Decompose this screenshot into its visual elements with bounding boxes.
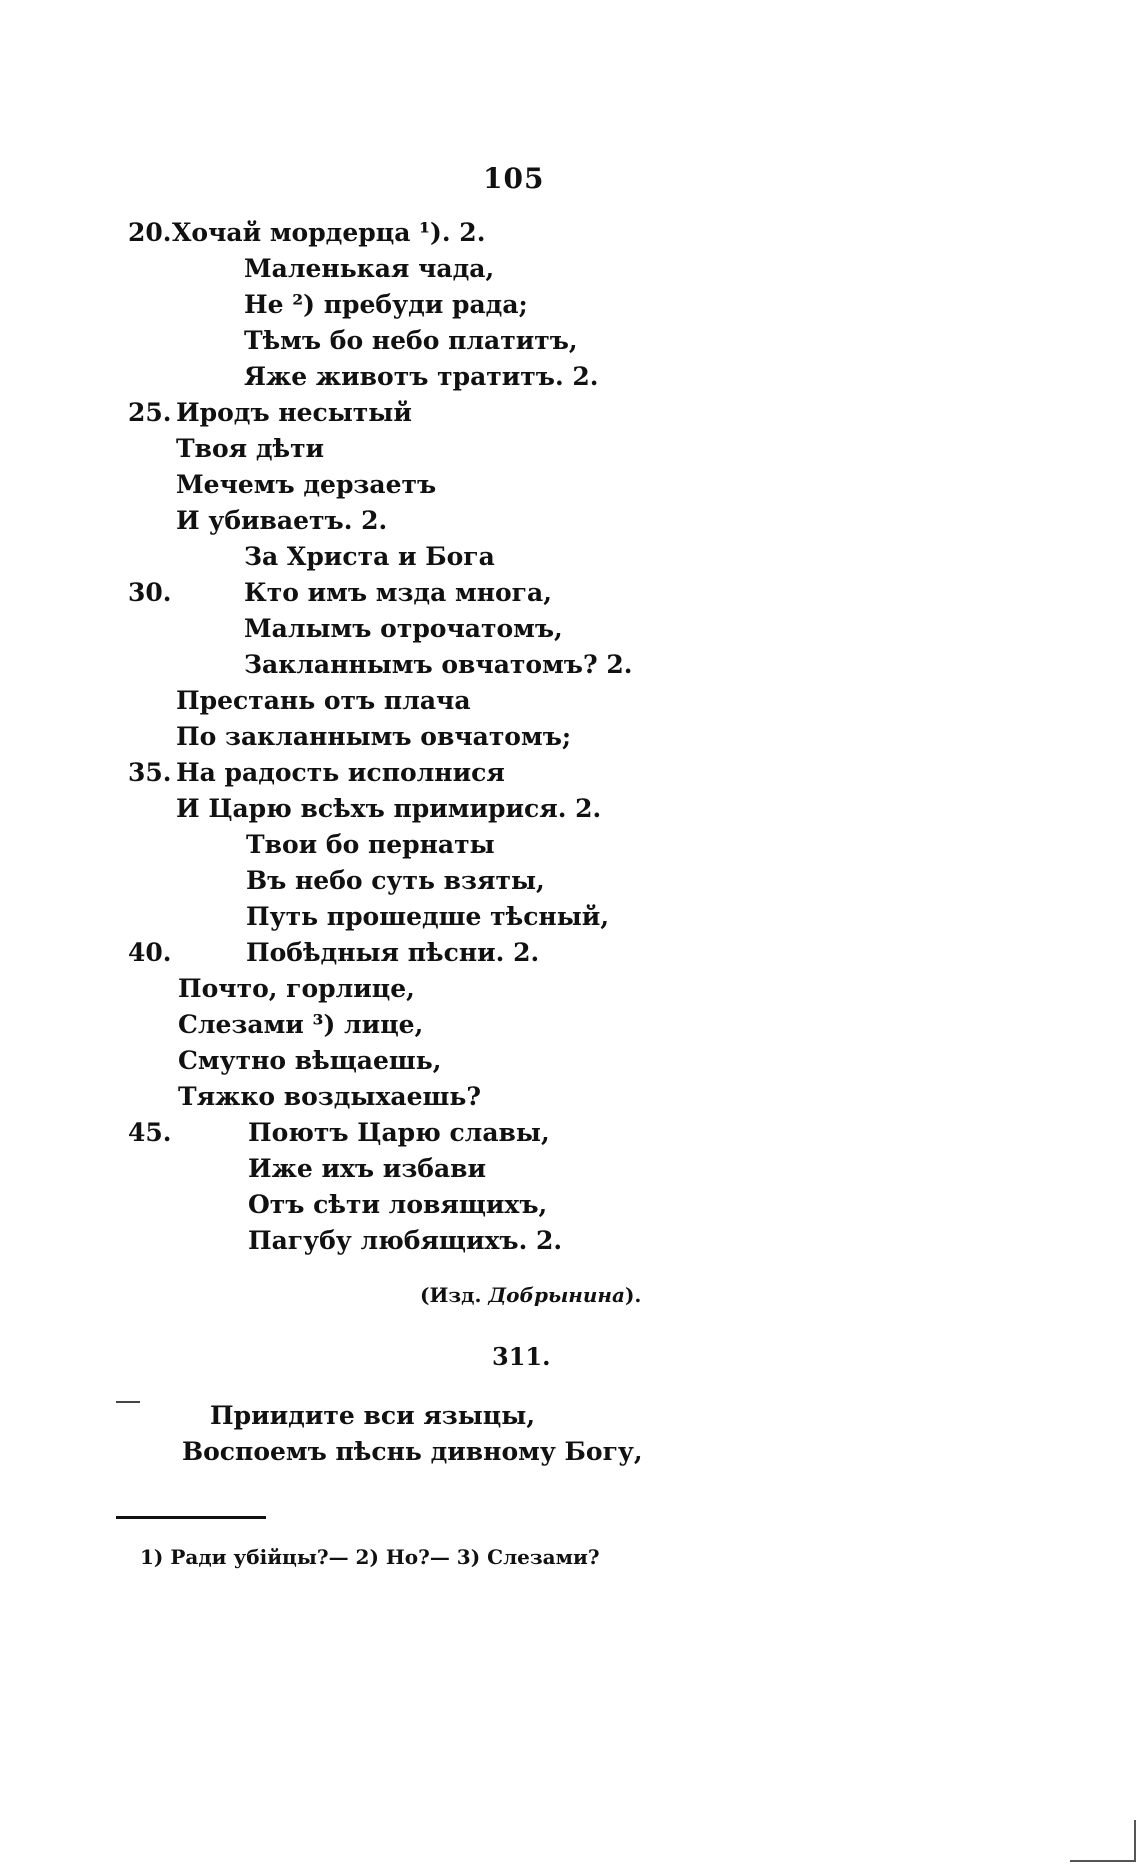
verse-line: Тѣмъ бо небо платитъ, <box>244 326 578 355</box>
verse-line: И убиваетъ. 2. <box>176 506 388 535</box>
song-number: 311. <box>492 1342 551 1371</box>
line-number: 30. <box>128 578 172 607</box>
line-number: 45. <box>128 1118 172 1147</box>
verse-line: По закланнымъ овчатомъ; <box>176 722 572 751</box>
next-song-line-2: Воспоемъ пѣснь дивному Богу, <box>182 1437 643 1466</box>
line-number: 35. <box>128 758 172 787</box>
source-note <box>420 1283 641 1307</box>
verse-line: Тяжко воздыхаешь? <box>178 1082 481 1111</box>
verse-line: Мечемъ дерзаетъ <box>176 470 437 499</box>
source-suffix: ). <box>624 1283 642 1307</box>
verse-line: Путь прошедше тѣсный, <box>246 902 610 931</box>
verse-line: Не ²) пребуди рада; <box>244 290 528 319</box>
line-number: 25. <box>128 398 172 427</box>
corner-mark-vertical <box>1134 1820 1136 1862</box>
verse-line: На радость исполнися <box>176 758 505 787</box>
line-number: 20. <box>128 218 172 247</box>
verse-line: Иродъ несытый <box>176 398 412 427</box>
verse-line: Маленькая чада, <box>244 254 495 283</box>
verse-line: Смутно вѣщаешь, <box>178 1046 442 1075</box>
verse-line: Твоя дѣти <box>176 434 325 463</box>
verse-line: Слезами ³) лице, <box>178 1010 424 1039</box>
verse-line: Пагубу любящихъ. 2. <box>248 1226 563 1255</box>
verse-line: Кто имъ мзда многа, <box>244 578 552 607</box>
stray-mark <box>116 1401 140 1403</box>
verse-line: Закланнымъ овчатомъ? 2. <box>244 650 633 679</box>
verse-line: Яже животъ тратитъ. 2. <box>244 362 599 391</box>
page-number: 105 <box>483 162 545 195</box>
verse-line: Твои бо пернаты <box>246 830 495 859</box>
corner-mark <box>1070 1860 1134 1862</box>
verse-line: За Христа и Бога <box>244 542 495 571</box>
footnotes: 1) Ради убійцы?— 2) Но?— 3) Слезами? <box>140 1545 600 1569</box>
verse-line: Отъ сѣти ловящихъ, <box>248 1190 548 1219</box>
verse-line: И Царю всѣхъ примирися. 2. <box>176 794 602 823</box>
footnote-rule <box>116 1516 266 1519</box>
verse-line: Малымъ отрочатомъ, <box>244 614 563 643</box>
line-number: 40. <box>128 938 172 967</box>
source-name: Добрынина <box>488 1283 625 1307</box>
verse-line: Побѣдныя пѣсни. 2. <box>246 938 540 967</box>
verse-line: Поютъ Царю славы, <box>248 1118 550 1147</box>
source-prefix: (Изд. <box>420 1283 482 1307</box>
verse-line: Почто, горлице, <box>178 974 415 1003</box>
verse-line: Хочай мордерца ¹). 2. <box>172 218 486 247</box>
verse-line: Въ небо суть взяты, <box>246 866 545 895</box>
verse-line: Иже ихъ избави <box>248 1154 487 1183</box>
verse-line: Престань отъ плача <box>176 686 471 715</box>
next-song-line-1: Приидите вси языцы, <box>210 1401 536 1430</box>
